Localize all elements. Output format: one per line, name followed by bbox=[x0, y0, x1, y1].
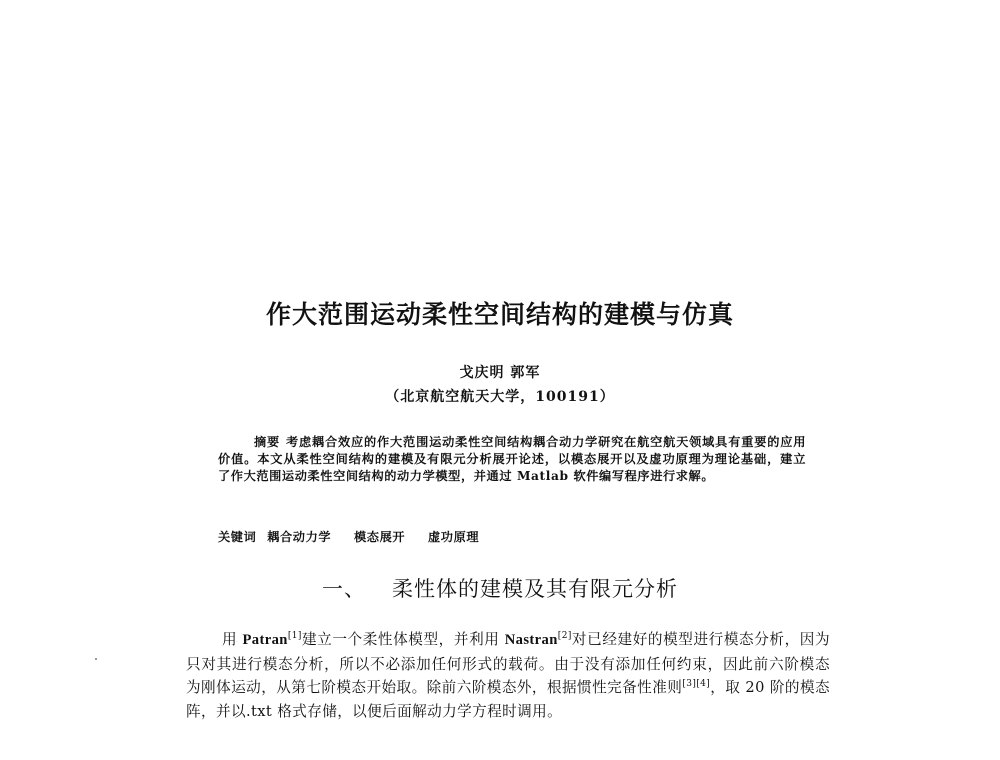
citation-ref: [3][4] bbox=[682, 679, 711, 689]
section-number: 一、 bbox=[322, 577, 366, 601]
paper-affiliation: （北京航空航天大学，100191） bbox=[385, 389, 615, 405]
abstract-label: 摘要 bbox=[254, 435, 281, 449]
paragraph-text: 对已经建好的模型进行模态分析，因为只对其进行模态分析，所以不必添加任何形式的载荷。由于没有添加任何约束，因此前六阶模态为刚体运动，从第七阶模态开始取。除前六阶模态外，根据惯性完备性准则 bbox=[186, 631, 830, 696]
scan-artifact-dot bbox=[95, 658, 97, 660]
paper-title: 作大范围运动柔性空间结构的建模与仿真 bbox=[265, 300, 734, 329]
software-name-nastran: Nastran bbox=[504, 632, 558, 648]
citation-ref: [1] bbox=[287, 631, 302, 641]
citation-ref: [2] bbox=[557, 631, 572, 641]
keywords-label: 关键词 bbox=[218, 530, 257, 544]
paragraph-text: 用 bbox=[222, 631, 243, 648]
abstract-block bbox=[218, 434, 806, 485]
keyword-item: 虚功原理 bbox=[428, 530, 480, 544]
body-paragraph bbox=[186, 628, 830, 723]
keyword-item: 模态展开 bbox=[354, 530, 406, 544]
clipped-next-heading bbox=[340, 754, 710, 760]
abstract-text: 考虑耦合效应的作大范围运动柔性空间结构耦合动力学研究在航空航天领域具有重要的应用价值。本文从柔性空间结构的建模及有限元分析展开论述，以模态展开以及虚功原理为理论基础，建立了作大范围运动柔性空间结构的动力学模型，并通过 Matlab 软件编写程序进行求解。 bbox=[218, 435, 807, 483]
paper-authors: 戈庆明 郭军 bbox=[459, 365, 541, 381]
paragraph-text: ，取 20 阶的模态阵，并以.txt 格式存储，以便后面解动力学方程时调用。 bbox=[186, 679, 830, 720]
keywords-block bbox=[218, 529, 497, 546]
paragraph-text: 建立一个柔性体模型，并利用 bbox=[301, 631, 505, 648]
section-heading bbox=[0, 575, 1000, 603]
keyword-item: 耦合动力学 bbox=[267, 530, 332, 544]
software-name-patran: Patran bbox=[242, 632, 288, 648]
section-title: 柔性体的建模及其有限元分析 bbox=[392, 577, 678, 601]
